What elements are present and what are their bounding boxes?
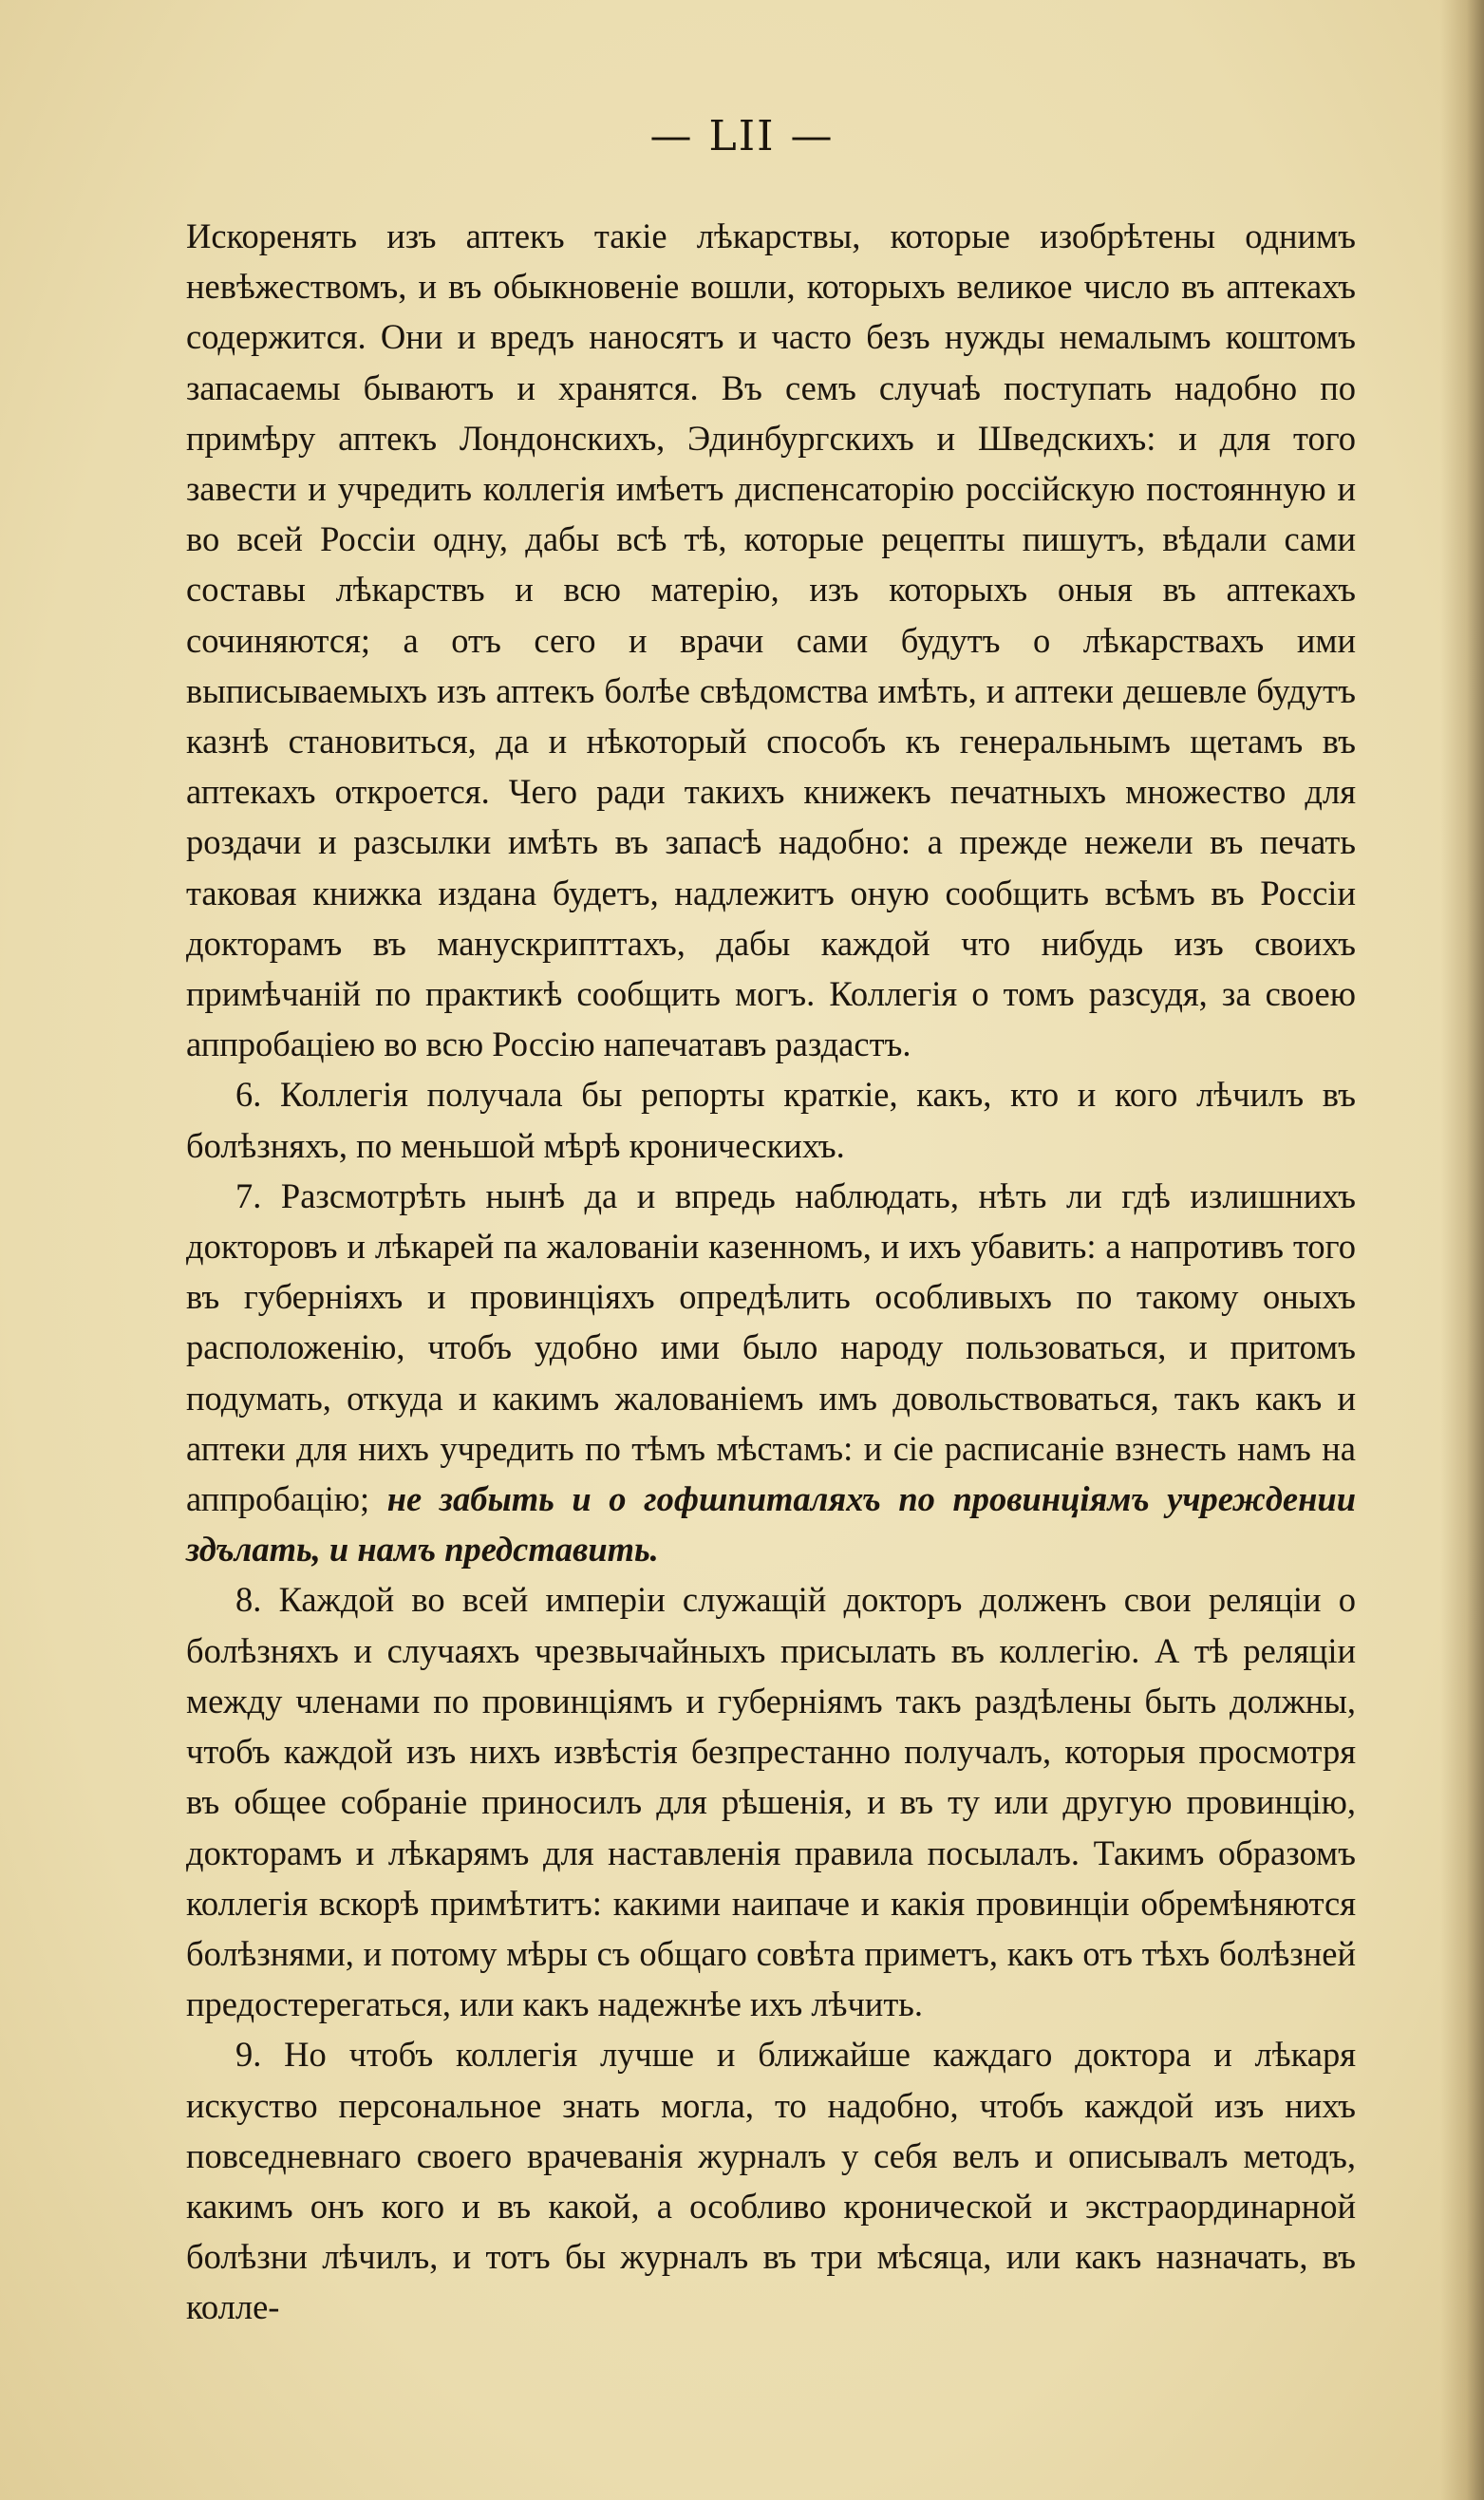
paragraph-8-text: 8. Каждой во всей имперiи служащiй докторъ долженъ свои реляцiи о болѣзняхъ и случаяхъ чрезвычайныхъ присылать въ коллегiю. А тѣ реляцiи между членами по провинцiямъ и губернiямъ такъ раздѣлены быть должны, чтобъ каждой изъ нихъ извѣстiя безпрестанно получалъ, которыя просмотря въ общее собранiе приносилъ для рѣшенiя, и въ ту или другую провинцiю, докторамъ и лѣкарямъ для наставленiя правила посылалъ. Такимъ образомъ коллегiя вскорѣ примѣтитъ: какими наипаче и какiя провинцiи обремѣняются болѣзнями, и потому мѣры съ общаго совѣта приметъ, какъ отъ тѣхъ болѣзней предостерегаться, или какъ надежнѣе ихъ лѣчить. [186, 1580, 1356, 2024]
paragraph-8 [186, 1574, 1356, 2029]
paragraph-7 [186, 1171, 1356, 1575]
paragraph-9-text: 9. Но чтобъ коллегiя лучше и ближайше каждаго доктора и лѣкаря искуство персональное знать могла, то надобно, чтобъ каждой изъ нихъ повседневнаго своего врачеванiя журналъ у себя велъ и описывалъ методъ, какимъ онъ кого и въ какой, а особливо кронической и экстраординарной болѣзни лѣчилъ, и тотъ бы журналъ въ три мѣсяца, или какъ назначать, въ колле- [186, 2035, 1356, 2327]
paragraph-6-text: 6. Коллегiя получала бы репорты краткiе, какъ, кто и кого лѣчилъ въ болѣзняхъ, по меньшой мѣрѣ кроническихъ. [186, 1075, 1356, 1165]
paragraph-7-text: 7. Разсмотрѣть нынѣ да и впредь наблюдать, нѣть ли гдѣ излишнихъ докторовъ и лѣкарей па жалованiи казенномъ, и ихъ убавить: а напротивъ того въ губернiяхъ и провинцiяхъ опредѣлить особливыхъ по такому оныхъ расположенiю, чтобъ удобно ими было народу пользоваться, и притомъ подумать, откуда и какимъ жалованiемъ имъ довольствоваться, такъ какъ и аптеки для нихъ учредить по тѣмъ мѣстамъ: и сiе расписанiе взнесть намъ на аппробацiю; [186, 1175, 1356, 1519]
paragraph-1-text: Искоренять изъ аптекъ такiе лѣкарствы, которые изобрѣтены однимъ невѣжествомъ, и въ обыкновенiе вошли, которыхъ великое число въ аптекахъ содержится. Они и вредъ наносятъ и часто безъ нужды немалымъ коштомъ запасаемы бываютъ и хранятся. Въ семъ случаѣ поступать надобно по примѣру аптекъ Лондонскихъ, Эдинбургскихъ и Шведскихъ: и для того завести и учредить коллегiя имѣетъ диспенсаторiю россiйскую постоянную и во всей Россiи одну, дабы всѣ тѣ, которые рецепты пишутъ, вѣдали сами составы лѣкарствъ и всю матерiю, изъ которыхъ оныя въ аптекахъ сочиняются; а отъ сего и врачи сами будутъ о лѣкарствахъ ими выписываемыхъ изъ аптекъ болѣе свѣдомства имѣть, и аптеки дешевле будутъ казнѣ становиться, да и нѣкоторый способъ къ генеральнымъ щетамъ въ аптекахъ откроется. Чего ради такихъ книжекъ печатныхъ множество для роздачи и разсылки имѣть въ запасѣ надобно: а прежде нежели въ печать таковая книжка издана будетъ, надлежитъ оную сообщить всѣмъ въ Россiи докторамъ въ манускрипттахъ, дабы каждой что нибудь изъ своихъ примѣчанiй по практикѣ сообщить могъ. Коллегiя о томъ разсудя, за своею аппробацiею во всю Россiю напечатавъ раздастъ. [186, 216, 1356, 1064]
paragraph-1 [186, 211, 1356, 1069]
page-edge-shadow [1440, 0, 1484, 2500]
paragraph-9 [186, 2029, 1356, 2332]
body-text [186, 211, 1356, 2333]
paragraph-6 [186, 1069, 1356, 1170]
page-number: — LII — [649, 112, 835, 160]
paragraph-7-italic: не забыть и о гофшпиталяхъ по провинцiямъ учреждении здълать, и намъ представить. [186, 1479, 1356, 1570]
